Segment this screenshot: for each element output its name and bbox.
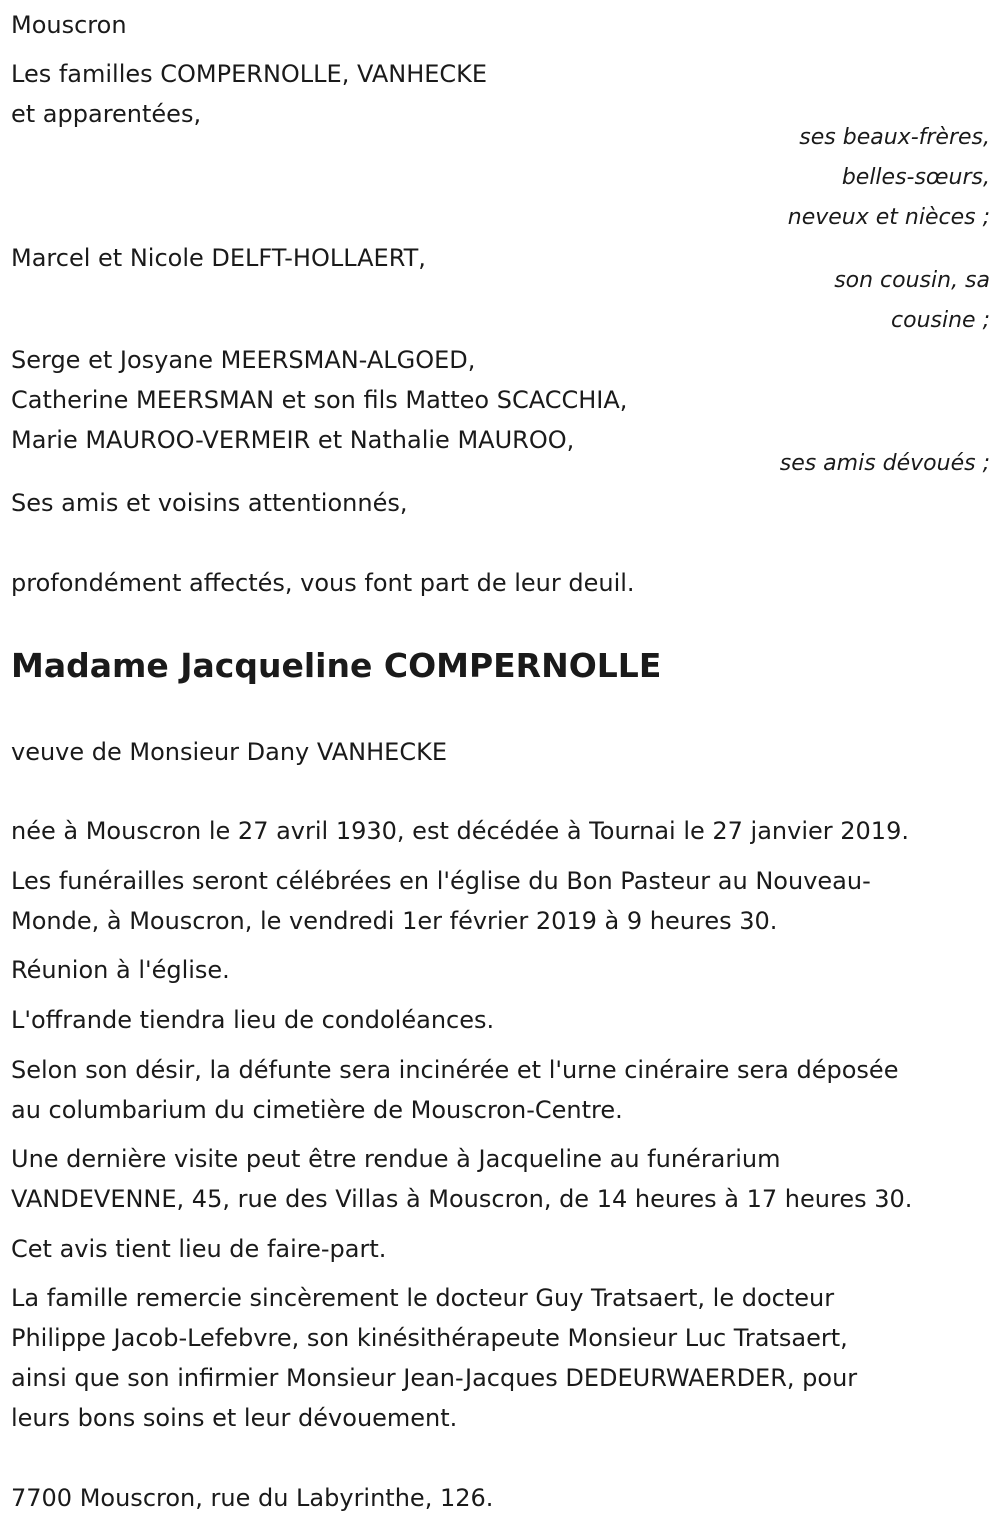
paragraph-line: Réunion à l'église. — [11, 956, 230, 984]
paragraph-line: née à Mouscron le 27 avril 1930, est décédée à Tournai le 27 janvier 2019. — [11, 817, 909, 845]
relation-label: belles-sœurs, — [841, 165, 990, 190]
paragraph-line: leurs bons soins et leur dévouement. — [11, 1404, 458, 1432]
family-line: et apparentées, — [11, 100, 202, 128]
city-heading: Mouscron — [11, 11, 127, 39]
family-line: Catherine MEERSMAN et son fils Matteo SCACCHIA, — [11, 386, 628, 414]
paragraph-line: Cet avis tient lieu de faire-part. — [11, 1235, 387, 1263]
address-text: 7700 Mouscron, rue du Labyrinthe, 126. — [11, 1484, 494, 1512]
announcement-text: profondément affectés, vous font part de leur deuil. — [11, 569, 635, 597]
widow-of-text: veuve de Monsieur Dany VANHECKE — [11, 738, 448, 766]
paragraph-line: Les funérailles seront célébrées en l'église du Bon Pasteur au Nouveau- — [11, 867, 871, 895]
family-line: Serge et Josyane MEERSMAN-ALGOED, — [11, 346, 476, 374]
family-line: Ses amis et voisins attentionnés, — [11, 489, 408, 517]
paragraph-line: ainsi que son infirmier Monsieur Jean-Jacques DEDEURWAERDER, pour — [11, 1364, 858, 1392]
paragraph-line: VANDEVENNE, 45, rue des Villas à Mouscron, de 14 heures à 17 heures 30. — [11, 1185, 913, 1213]
paragraph-line: L'offrande tiendra lieu de condoléances. — [11, 1006, 495, 1034]
paragraph-line: La famille remercie sincèrement le docteur Guy Tratsaert, le docteur — [11, 1284, 835, 1312]
family-line: Marcel et Nicole DELFT-HOLLAERT, — [11, 244, 426, 272]
paragraph-line: Selon son désir, la défunte sera incinérée et l'urne cinéraire sera déposée — [11, 1056, 899, 1084]
deceased-name: Madame Jacqueline COMPERNOLLE — [11, 646, 662, 685]
paragraph-line: Monde, à Mouscron, le vendredi 1er février 2019 à 9 heures 30. — [11, 907, 778, 935]
relation-label: cousine ; — [891, 308, 990, 333]
relation-label: ses amis dévoués ; — [779, 451, 990, 476]
relation-label: neveux et nièces ; — [787, 205, 990, 230]
family-line: Marie MAUROO-VERMEIR et Nathalie MAUROO, — [11, 426, 575, 454]
paragraph-line: Une dernière visite peut être rendue à Jacqueline au funérarium — [11, 1145, 781, 1173]
relation-label: ses beaux-frères, — [799, 125, 990, 150]
paragraph-line: Philippe Jacob-Lefebvre, son kinésithérapeute Monsieur Luc Tratsaert, — [11, 1324, 848, 1352]
paragraph-line: au columbarium du cimetière de Mouscron-Centre. — [11, 1096, 623, 1124]
family-line: Les familles COMPERNOLLE, VANHECKE — [11, 60, 488, 88]
relation-label: son cousin, sa — [834, 268, 990, 293]
